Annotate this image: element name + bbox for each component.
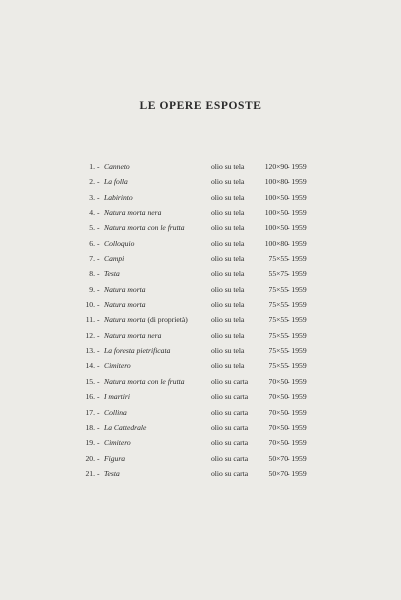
work-row bbox=[0, 159, 401, 174]
work-row bbox=[0, 190, 401, 205]
work-year: - 1959 bbox=[287, 254, 307, 264]
work-year: - 1959 bbox=[287, 422, 307, 432]
work-title: La foresta pietrificata bbox=[104, 346, 171, 356]
work-medium: olio su tela bbox=[211, 269, 245, 279]
work-title-cell bbox=[104, 451, 125, 466]
separator-dash: - bbox=[97, 315, 100, 325]
work-medium: olio su tela bbox=[211, 177, 245, 187]
work-row bbox=[0, 174, 401, 189]
work-title: La Cattedrale bbox=[104, 422, 147, 432]
work-row bbox=[0, 343, 401, 358]
work-number: 12. bbox=[85, 330, 95, 340]
work-title: Natura morta bbox=[104, 315, 146, 325]
separator-dash: - bbox=[97, 284, 100, 294]
work-row bbox=[0, 358, 401, 373]
work-title: I martiri bbox=[104, 392, 130, 402]
separator-dash: - bbox=[97, 361, 100, 371]
separator-dash: - bbox=[97, 376, 100, 386]
work-title-cell bbox=[104, 251, 124, 266]
work-title-cell bbox=[104, 174, 128, 189]
work-number: 5. bbox=[89, 223, 95, 233]
work-number: 16. bbox=[85, 392, 95, 402]
work-title: Campi bbox=[104, 254, 125, 264]
work-row bbox=[0, 251, 401, 266]
work-size: 75×55 bbox=[268, 330, 288, 340]
work-medium: olio su tela bbox=[211, 192, 245, 202]
work-number: 13. bbox=[85, 346, 95, 356]
work-size: 100×50 bbox=[264, 223, 288, 233]
work-number: 9. bbox=[89, 284, 95, 294]
work-number: 17. bbox=[85, 407, 95, 417]
work-medium: olio su carta bbox=[211, 392, 249, 402]
work-number: 6. bbox=[89, 238, 95, 248]
work-number: 4. bbox=[89, 208, 95, 218]
work-size: 100×80 bbox=[264, 177, 288, 187]
work-year: - 1959 bbox=[287, 376, 307, 386]
work-number: 14. bbox=[85, 361, 95, 371]
work-title: Labirinto bbox=[104, 192, 133, 202]
work-size: 70×50 bbox=[268, 438, 288, 448]
work-row bbox=[0, 205, 401, 220]
work-row bbox=[0, 420, 401, 435]
work-number: 21. bbox=[85, 468, 95, 478]
work-number: 7. bbox=[89, 254, 95, 264]
work-title: Natura morta nera bbox=[104, 208, 162, 218]
work-medium: olio su tela bbox=[211, 238, 245, 248]
work-title-cell bbox=[104, 297, 146, 312]
work-medium: olio su tela bbox=[211, 315, 245, 325]
work-size: 70×50 bbox=[268, 376, 288, 386]
separator-dash: - bbox=[97, 208, 100, 218]
work-row bbox=[0, 220, 401, 235]
work-year: - 1959 bbox=[287, 300, 307, 310]
work-title: Cimitero bbox=[104, 438, 131, 448]
work-row bbox=[0, 389, 401, 404]
work-medium: olio su tela bbox=[211, 223, 245, 233]
work-year: - 1959 bbox=[287, 453, 307, 463]
work-size: 120×90 bbox=[264, 162, 288, 171]
work-number: 11. bbox=[85, 315, 95, 325]
work-title-cell bbox=[104, 190, 133, 205]
work-year: - 1959 bbox=[287, 238, 307, 248]
separator-dash: - bbox=[97, 407, 100, 417]
separator-dash: - bbox=[97, 269, 100, 279]
work-title-cell bbox=[104, 435, 131, 450]
work-size: 100×80 bbox=[264, 238, 288, 248]
work-row bbox=[0, 405, 401, 420]
work-size: 75×55 bbox=[268, 284, 288, 294]
work-medium: olio su carta bbox=[211, 422, 249, 432]
separator-dash: - bbox=[97, 422, 100, 432]
work-number: 8. bbox=[89, 269, 95, 279]
work-title: Natura morta bbox=[104, 284, 146, 294]
work-title: Natura morta con le frutta bbox=[104, 223, 185, 233]
work-year: - 1959 bbox=[287, 407, 307, 417]
work-title: Natura morta nera bbox=[104, 330, 162, 340]
separator-dash: - bbox=[97, 254, 100, 264]
work-title-cell bbox=[104, 312, 188, 327]
work-size: 55×75 bbox=[268, 269, 288, 279]
work-year: - 1959 bbox=[287, 361, 307, 371]
work-title-cell bbox=[104, 420, 146, 435]
work-size: 100×50 bbox=[264, 192, 288, 202]
work-note: (di proprietà) bbox=[147, 315, 188, 325]
work-number: 1. bbox=[89, 162, 95, 171]
work-size: 70×50 bbox=[268, 392, 288, 402]
work-size: 50×70 bbox=[268, 468, 288, 478]
work-medium: olio su carta bbox=[211, 468, 249, 478]
work-year: - 1959 bbox=[287, 468, 307, 478]
work-number: 15. bbox=[85, 376, 95, 386]
work-row bbox=[0, 466, 401, 481]
separator-dash: - bbox=[97, 223, 100, 233]
work-medium: olio su tela bbox=[211, 361, 245, 371]
work-title: Testa bbox=[104, 468, 120, 478]
work-title-cell bbox=[104, 358, 131, 373]
work-title-cell bbox=[104, 282, 146, 297]
work-title: Canneto bbox=[104, 162, 130, 171]
work-size: 75×55 bbox=[268, 346, 288, 356]
work-number: 10. bbox=[85, 300, 95, 310]
work-medium: olio su tela bbox=[211, 300, 245, 310]
work-title-cell bbox=[104, 266, 120, 281]
work-year: - 1959 bbox=[287, 162, 307, 171]
work-title-cell bbox=[104, 236, 134, 251]
work-medium: olio su tela bbox=[211, 330, 245, 340]
work-row bbox=[0, 266, 401, 281]
work-row bbox=[0, 297, 401, 312]
work-year: - 1959 bbox=[287, 177, 307, 187]
work-year: - 1959 bbox=[287, 346, 307, 356]
work-size: 75×55 bbox=[268, 315, 288, 325]
work-size: 75×55 bbox=[268, 254, 288, 264]
work-year: - 1959 bbox=[287, 284, 307, 294]
work-title-cell bbox=[104, 328, 161, 343]
separator-dash: - bbox=[97, 330, 100, 340]
work-medium: olio su tela bbox=[211, 346, 245, 356]
separator-dash: - bbox=[97, 300, 100, 310]
work-title: Figura bbox=[104, 453, 126, 463]
work-number: 19. bbox=[85, 438, 95, 448]
work-title: Natura morta con le frutta bbox=[104, 376, 185, 386]
work-size: 100×50 bbox=[264, 208, 288, 218]
separator-dash: - bbox=[97, 177, 100, 187]
work-title: Colloquio bbox=[104, 238, 135, 248]
work-number: 2. bbox=[89, 177, 95, 187]
work-number: 3. bbox=[89, 192, 95, 202]
work-title-cell bbox=[104, 374, 185, 389]
page-title: LE OPERE ESPOSTE bbox=[139, 100, 262, 112]
work-row bbox=[0, 312, 401, 327]
separator-dash: - bbox=[97, 392, 100, 402]
work-title-cell bbox=[104, 205, 161, 220]
work-title: Collina bbox=[104, 407, 127, 417]
work-number: 20. bbox=[85, 453, 95, 463]
work-row bbox=[0, 451, 401, 466]
work-number: 18. bbox=[85, 422, 95, 432]
work-medium: olio su carta bbox=[211, 407, 249, 417]
work-size: 75×55 bbox=[268, 300, 288, 310]
work-row bbox=[0, 282, 401, 297]
work-title-cell bbox=[104, 389, 130, 404]
separator-dash: - bbox=[97, 192, 100, 202]
work-size: 50×70 bbox=[268, 453, 288, 463]
work-title: Natura morta bbox=[104, 300, 146, 310]
work-size: 70×50 bbox=[268, 407, 288, 417]
work-year: - 1959 bbox=[287, 223, 307, 233]
work-year: - 1959 bbox=[287, 208, 307, 218]
work-medium: olio su carta bbox=[211, 376, 249, 386]
separator-dash: - bbox=[97, 238, 100, 248]
work-year: - 1959 bbox=[287, 269, 307, 279]
work-year: - 1959 bbox=[287, 392, 307, 402]
work-year: - 1959 bbox=[287, 192, 307, 202]
work-year: - 1959 bbox=[287, 330, 307, 340]
work-medium: olio su tela bbox=[211, 162, 245, 171]
work-size: 75×55 bbox=[268, 361, 288, 371]
work-title-cell bbox=[104, 159, 130, 174]
work-row bbox=[0, 435, 401, 450]
separator-dash: - bbox=[97, 453, 100, 463]
work-title-cell bbox=[104, 343, 170, 358]
work-medium: olio su carta bbox=[211, 453, 249, 463]
work-title: Cimitero bbox=[104, 361, 131, 371]
separator-dash: - bbox=[97, 162, 100, 171]
work-year: - 1959 bbox=[287, 438, 307, 448]
work-year: - 1959 bbox=[287, 315, 307, 325]
work-title-cell bbox=[104, 220, 185, 235]
work-row bbox=[0, 328, 401, 343]
work-title-cell bbox=[104, 466, 120, 481]
separator-dash: - bbox=[97, 438, 100, 448]
work-row bbox=[0, 236, 401, 251]
work-title-cell bbox=[104, 405, 127, 420]
work-medium: olio su tela bbox=[211, 208, 245, 218]
work-size: 70×50 bbox=[268, 422, 288, 432]
work-title: Testa bbox=[104, 269, 120, 279]
work-title: La folla bbox=[104, 177, 128, 187]
work-medium: olio su carta bbox=[211, 438, 249, 448]
works-list bbox=[0, 159, 401, 481]
work-row bbox=[0, 374, 401, 389]
separator-dash: - bbox=[97, 468, 100, 478]
work-medium: olio su tela bbox=[211, 284, 245, 294]
separator-dash: - bbox=[97, 346, 100, 356]
work-medium: olio su tela bbox=[211, 254, 245, 264]
